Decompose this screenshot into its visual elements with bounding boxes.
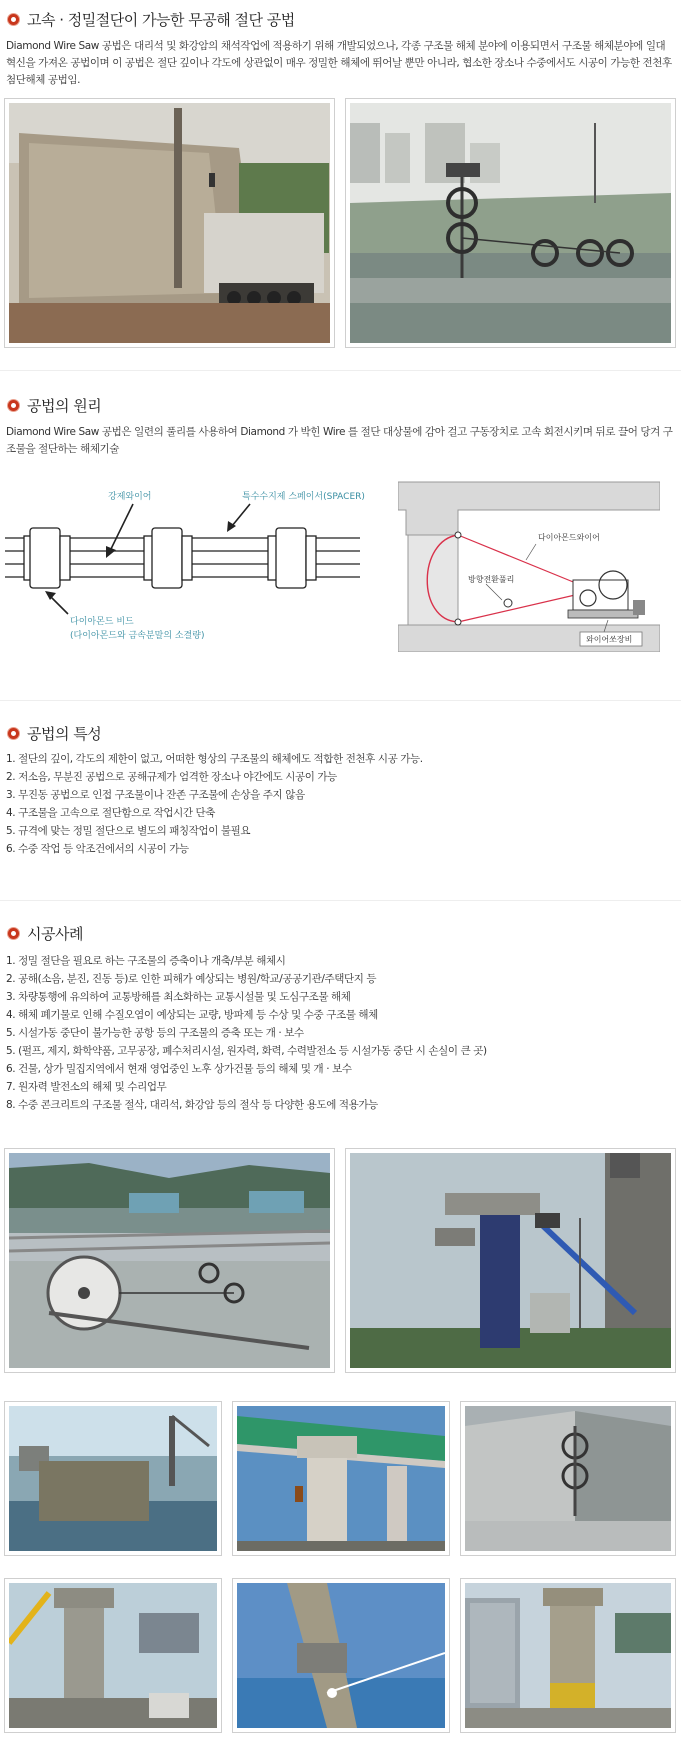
section-divider [0,900,681,901]
wire-saw-machine [568,571,645,618]
diamond-bead [144,528,192,588]
photo-wire-saw-equipment [345,98,676,348]
section-divider [0,700,681,701]
label-spacer: 특수수지제 스페이서(SPACER) [242,492,365,502]
photo-bridge-wire-saw [4,1148,335,1373]
list-item: 7. 원자력 발전소의 해체 및 수리업무 [6,1081,167,1093]
section-paragraph: Diamond Wire Saw 공법은 일련의 풀리를 사용하여 Diamond 가 박힌 Wire 를 절단 대상물에 감아 걸고 구동장치로 고속 회전시키며 뒤로 끌어 당겨 구조물을 절단하는 해체기술 [6,426,673,455]
label-diamond-bead-composition: (다이아몬드와 금속분말의 소결량) [70,631,205,641]
photo-harbor-structure [4,1401,222,1556]
section-heading: 고속 · 정밀절단이 가능한 무공해 절단 공법 [27,10,295,29]
list-item: 6. 건물, 상가 밀집지역에서 현재 영업중인 노후 상가건물 등의 해체 및 개 · 보수 [6,1063,352,1075]
label-diamond-wire: 다이아몬드와이어 [538,533,600,542]
section-title-2 [8,394,101,416]
photo-pier-underwater [232,1578,450,1733]
list-item: 5. 규격에 맞는 정밀 절단으로 별도의 패칭작업이 불필요 [6,825,251,837]
list-item: 4. 구조물을 고속으로 절단함으로 작업시간 단축 [6,807,216,819]
arrow-line [232,504,250,526]
label-pulley: 방향전환풀리 [468,575,515,584]
wire-saw-structure-diagram [398,480,660,652]
diamond-bead [268,528,316,588]
list-item: 2. 저소음, 무분진 공법으로 공해규제가 엄격한 장소나 야간에도 시공이 가능 [6,771,337,783]
list-item: 4. 해체 폐기물로 인해 수질오염이 예상되는 교량, 방파제 등 수상 및 수중 구조물 해체 [6,1009,378,1021]
bullet-icon [8,728,19,739]
section-title-3 [8,722,101,744]
arrow-line [110,504,133,551]
section-heading: 공법의 특성 [27,724,102,743]
photo-demolition-site [4,98,335,348]
photo-pier-cutting-crane [345,1148,676,1373]
bullet-icon [8,928,19,939]
list-item: 2. 공해(소음, 분진, 진동 등)로 인한 피해가 예상되는 병원/학교/공공기관/주택단지 등 [6,973,377,985]
arrow-line [50,596,68,614]
bullet-icon [8,14,19,25]
applications-list [6,952,676,1114]
diamond-bead [24,528,70,588]
photo-overpass-pier [232,1401,450,1556]
section-paragraph: Diamond Wire Saw 공법은 대리석 및 화강암의 채석작업에 적용하기 위해 개발되었으나, 각종 구조물 해체 분야에 이용되면서 구조물 해체분야에 일대 혁신을 가져온 공법이며 이 공법은 절단 깊이나 각도에 상관없이 매우 정밀한 해체에 뛰어날 뿐만 아니라, 협소한 장소나 수중에서도 시공이 가능한 전천후 첨단해체 공법임. [6,40,672,86]
section-divider [0,370,681,371]
photo-column-demolition [4,1578,222,1733]
label-steel-wire: 강제와이어 [108,492,152,502]
diamond-wire-diagram [0,476,370,656]
list-item: 3. 무진동 공법으로 인접 구조물이나 잔존 구조물에 손상을 주지 않음 [6,789,305,801]
section-title-1 [8,8,295,30]
list-item: 5. (펄프, 제지, 화학약품, 고무공장, 폐수처리시설, 원자력, 화력, 수력발전소 등 시설가동 중단 시 손실이 큰 곳) [6,1045,487,1057]
list-item: 6. 수중 작업 등 악조건에서의 시공이 가능 [6,843,189,855]
list-item: 1. 정밀 절단을 필요로 하는 구조물의 증축이나 개축/부분 해체시 [6,955,286,967]
features-list [6,750,676,858]
photo-building-column [460,1578,676,1733]
section-heading: 시공사례 [27,924,83,943]
arrow-head [45,591,56,600]
section-heading: 공법의 원리 [27,396,102,415]
list-item: 8. 수중 콘크리트의 구조물 절삭, 대리석, 화강암 등의 절삭 등 다양한 용도에 적용가능 [6,1099,378,1111]
list-item: 3. 차량통행에 유의하여 교통방해를 최소화하는 교통시설물 및 도심구조물 해체 [6,991,351,1003]
label-wire-saw-device: 와이어쏘장비 [586,635,633,644]
photo-wall-cutting [460,1401,676,1556]
bullet-icon [8,400,19,411]
list-item: 5. 시설가동 중단이 불가능한 공항 등의 구조물의 증축 또는 개 · 보수 [6,1027,304,1039]
section-title-4 [8,922,83,944]
label-diamond-bead: 다이아몬드 비드 [70,617,134,627]
list-item: 1. 절단의 깊이, 각도의 제한이 없고, 어떠한 형상의 구조물의 해체에도 적합한 전천후 시공 가능. [6,753,423,765]
